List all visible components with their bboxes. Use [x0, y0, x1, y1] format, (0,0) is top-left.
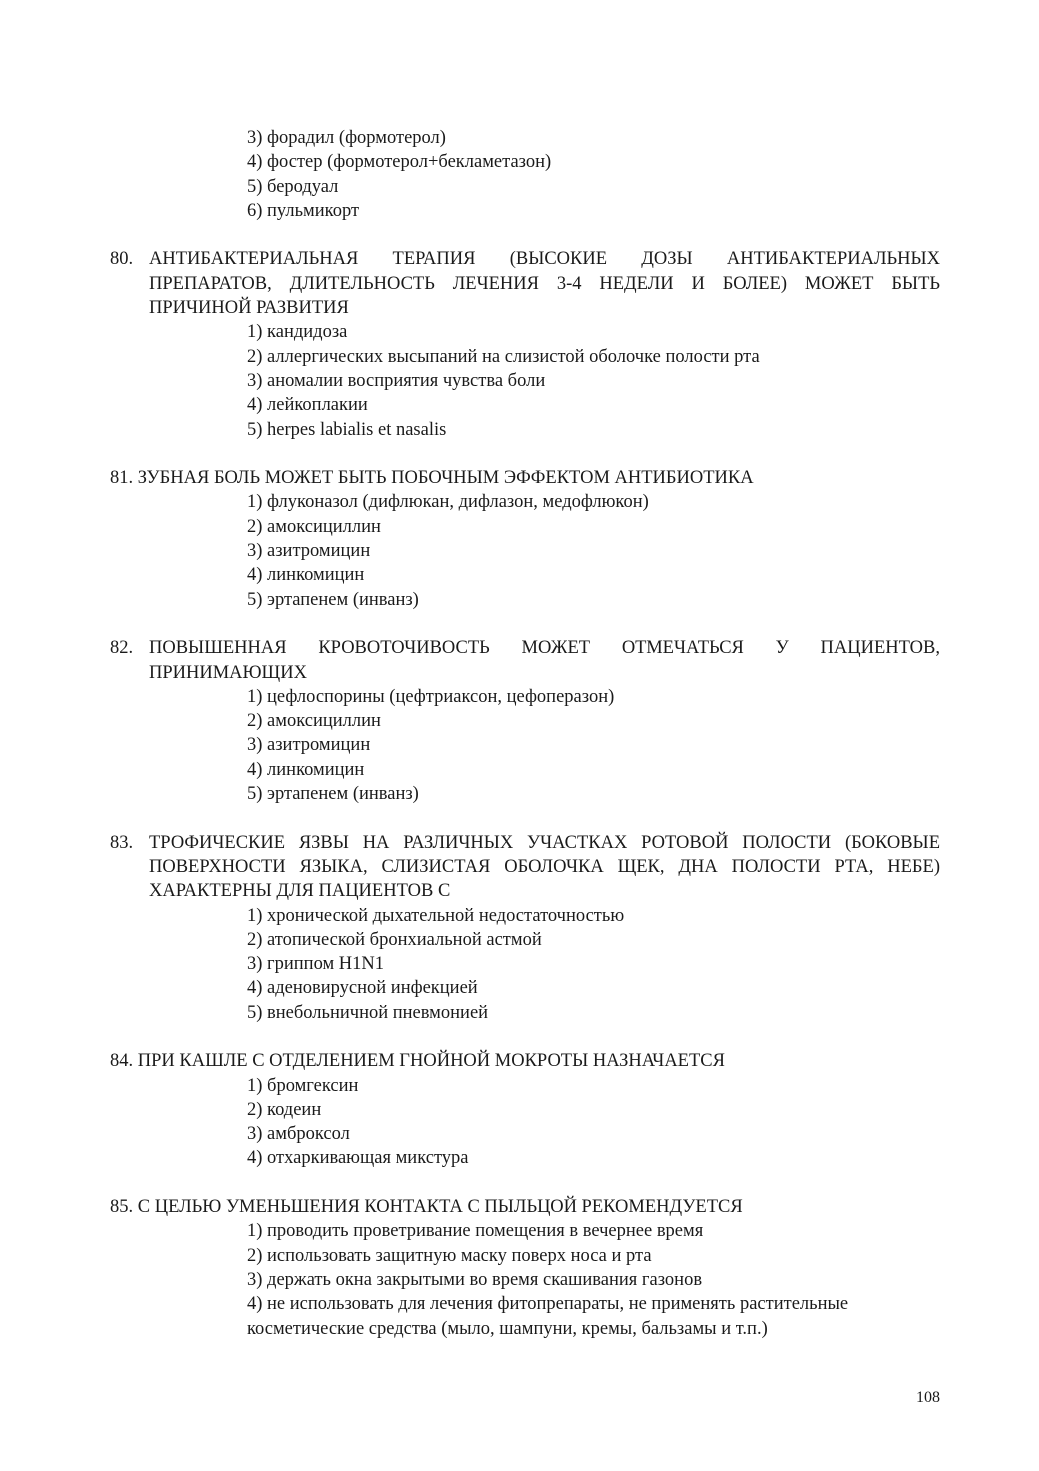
page-content	[110, 126, 940, 1341]
answer-option: 3) аномалии восприятия чувства боли	[247, 370, 546, 391]
answer-option: 1) флуконазол (дифлюкан, дифлазон, медофлюкон)	[247, 492, 649, 513]
answer-options	[110, 904, 940, 1025]
question-84	[110, 1049, 940, 1170]
answer-option: 1) хронической дыхательной недостаточностью	[247, 905, 625, 926]
question-82	[110, 636, 940, 806]
question-number: 83.	[110, 832, 138, 853]
answer-option: 3) гриппом H1N1	[247, 954, 385, 975]
question-text: ТРОФИЧЕСКИЕ ЯЗВЫ НА РАЗЛИЧНЫХ УЧАСТКАХ РОТОВОЙ ПОЛОСТИ (БОКОВЫЕ ПОВЕРХНОСТИ ЯЗЫКА, СЛИЗИСТАЯ ОБОЛОЧКА ЩЕК, ДНА ПОЛОСТИ РТА, НЕБЕ) ХАРАКТЕРНЫ ДЛЯ ПАЦИЕНТОВ С	[149, 832, 940, 902]
answer-option: 1) бромгексин	[247, 1075, 359, 1096]
answer-option: 4) отхаркивающая микстура	[247, 1148, 469, 1169]
answer-option: 5) внебольничной пневмонией	[247, 1002, 489, 1023]
answer-option: 4) линкомицин	[247, 759, 365, 780]
question-number: 82.	[110, 638, 138, 659]
answer-options	[110, 320, 940, 441]
answer-options	[110, 685, 940, 806]
answer-option: 2) атопической бронхиальной астмой	[247, 929, 542, 950]
question-number: 85.	[110, 1197, 138, 1218]
question-text: С ЦЕЛЬЮ УМЕНЬШЕНИЯ КОНТАКТА С ПЫЛЬЦОЙ РЕКОМЕНДУЕТСЯ	[137, 1197, 743, 1218]
question-text: ПРИ КАШЛЕ С ОТДЕЛЕНИЕМ ГНОЙНОЙ МОКРОТЫ НАЗНАЧАЕТСЯ	[137, 1051, 725, 1072]
answer-option: 5) herpes labialis et nasalis	[247, 419, 447, 440]
answer-option: 2) амоксициллин	[247, 516, 381, 537]
answer-option: 2) кодеин	[247, 1099, 322, 1120]
question-81	[110, 466, 940, 612]
question-83	[110, 831, 940, 1025]
question-text: ЗУБНАЯ БОЛЬ МОЖЕТ БЫТЬ ПОБОЧНЫМ ЭФФЕКТОМ АНТИБИОТИКА	[137, 468, 754, 489]
answer-option: 4) аденовирусной инфекцией	[247, 978, 478, 999]
answer-options	[110, 1074, 940, 1171]
answer-option: 4) фостер (формотерол+бекламетазон)	[247, 152, 552, 173]
page-number: 108	[916, 1389, 940, 1406]
answer-option: 6) пульмикорт	[247, 200, 360, 221]
answer-option: 5) эртапенем (инванз)	[247, 784, 419, 805]
answer-option: 3) амброксол	[247, 1124, 350, 1145]
answer-option: 5) эртапенем (инванз)	[247, 589, 419, 610]
continued-options	[110, 126, 940, 223]
answer-option: 3) держать окна закрытыми во время скашивания газонов	[247, 1269, 703, 1290]
answer-option: 3) азитромицин	[247, 541, 371, 562]
answer-option: 4) линкомицин	[247, 565, 365, 586]
answer-option: 4) лейкоплакии	[247, 395, 368, 416]
answer-option: 1) проводить проветривание помещения в вечернее время	[247, 1221, 704, 1242]
answer-option: 3) форадил (формотерол)	[247, 128, 446, 148]
answer-option: 3) азитромицин	[247, 735, 371, 756]
question-text: ПОВЫШЕННАЯ КРОВОТОЧИВОСТЬ МОЖЕТ ОТМЕЧАТЬСЯ У ПАЦИЕНТОВ, ПРИНИМАЮЩИХ	[149, 638, 940, 683]
answer-option: 1) кандидоза	[247, 322, 348, 343]
answer-option: 5) беродуал	[247, 176, 339, 197]
answer-option: 2) использовать защитную маску поверх носа и рта	[247, 1245, 652, 1266]
answer-option: 2) амоксициллин	[247, 711, 381, 732]
answer-option: 4) не использовать для лечения фитопрепараты, не применять растительные косметические средства (мыло, шампуни, кремы, бальзамы и т.п.)	[247, 1294, 849, 1339]
answer-option: 2) аллергических высыпаний на слизистой оболочке полости рта	[247, 346, 760, 367]
question-80	[110, 247, 940, 441]
answer-options	[110, 490, 940, 611]
question-number: 80.	[110, 249, 138, 270]
question-85	[110, 1195, 940, 1341]
question-text: АНТИБАКТЕРИАЛЬНАЯ ТЕРАПИЯ (ВЫСОКИЕ ДОЗЫ АНТИБАКТЕРИАЛЬНЫХ ПРЕПАРАТОВ, ДЛИТЕЛЬНОСТЬ ЛЕЧЕНИЯ 3-4 НЕДЕЛИ И БОЛЕЕ) МОЖЕТ БЫТЬ ПРИЧИНОЙ РАЗВИТИЯ	[149, 249, 940, 319]
answer-option: 1) цефлоспорины (цефтриаксон, цефоперазон)	[247, 686, 615, 707]
question-number: 84.	[110, 1051, 138, 1072]
answer-options	[110, 1219, 940, 1340]
question-number: 81.	[110, 468, 138, 489]
